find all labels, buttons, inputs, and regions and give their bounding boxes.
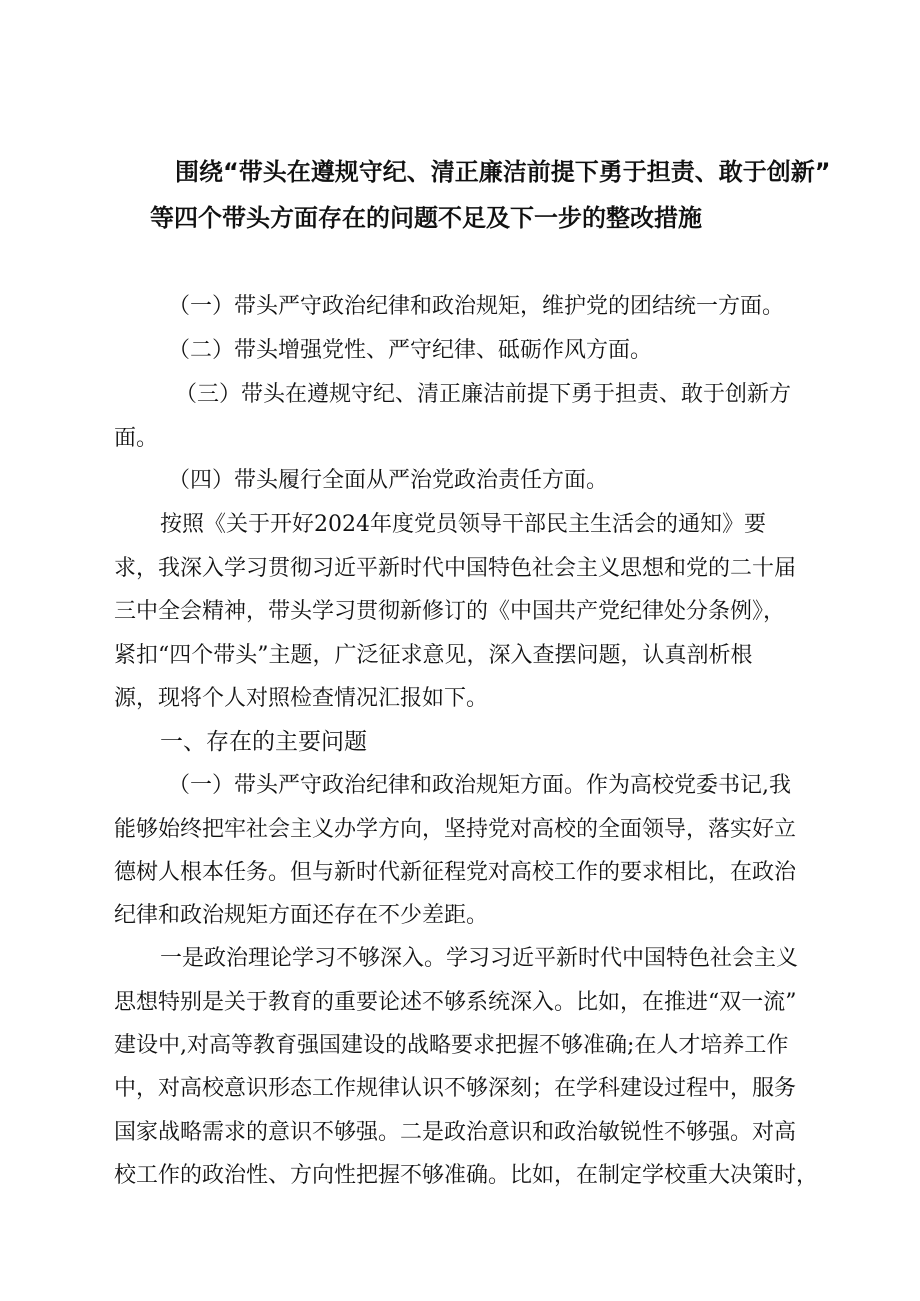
section1-p2-line-4: 中，对高校意识形态工作规律认识不够深刻；在学科建设过程中，服务 [114,1076,797,1101]
section1-p2-line-6: 校工作的政治性、方向性把握不够准确。比如，在制定学校重大决策时， [114,1163,819,1188]
outline-item-3: （三）带头在遵规守纪、清正廉洁前提下勇于担责、敢于创新方 [175,382,792,407]
intro-line-5: 源，现将个人对照检查情况汇报如下。 [114,686,489,711]
section1-p2-line-3: 建设中,对高等教育强国建设的战略要求把握不够准确;在人才培养工作 [114,1033,789,1058]
section1-p1-line-1: （一）带头严守政治纪律和政治规矩方面。作为高校党委书记,我 [168,773,791,798]
section1-p2-line-5: 国家战略需求的意识不够强。二是政治意识和政治敏锐性不够强。对高 [114,1120,797,1145]
section1-p2-line-1: 一是政治理论学习不够深入。学习习近平新时代中国特色社会主义 [160,946,799,971]
outline-item-2: （二）带头增强党性、严守纪律、砥砺作风方面。 [168,338,653,363]
document-title-line-1: 围绕“带头在遵规守纪、清正廉洁前提下勇于担责、敢于创新” [175,158,831,186]
outline-item-1: （一）带头严守政治纪律和政治规矩，维护党的团结统一方面。 [168,294,785,319]
section1-p1-line-3: 德树人根本任务。但与新时代新征程党对高校工作的要求相比，在政治 [114,860,797,885]
section1-p2-line-2: 思想特别是关于教育的重要论述不够系统深入。比如，在推进“双一流” [114,990,797,1015]
section1-p1-line-4: 纪律和政治规矩方面还存在不少差距。 [114,903,489,928]
outline-item-3-continued: 面。 [114,426,159,451]
intro-line-2: 求，我深入学习贯彻习近平新时代中国特色社会主义思想和党的二十届 [114,556,797,581]
section1-p1-line-2: 能够始终把牢社会主义办学方向，坚持党对高校的全面领导，落实好立 [114,817,797,842]
outline-item-4: （四）带头履行全面从严治党政治责任方面。 [168,468,609,493]
document-title-line-2: 等四个带头方面存在的问题不足及下一步的整改措施 [150,204,702,232]
intro-line-1: 按照《关于开好2024年度党员领导干部民主生活会的通知》要 [160,512,766,537]
intro-line-3: 三中全会精神，带头学习贯彻新修订的《中国共产党纪律处分条例》， [114,599,786,624]
intro-line-4: 紧扣“四个带头”主题，广泛征求意见，深入查摆问题，认真剖析根 [114,643,753,668]
section-heading-main-problems: 一、存在的主要问题 [160,729,367,755]
